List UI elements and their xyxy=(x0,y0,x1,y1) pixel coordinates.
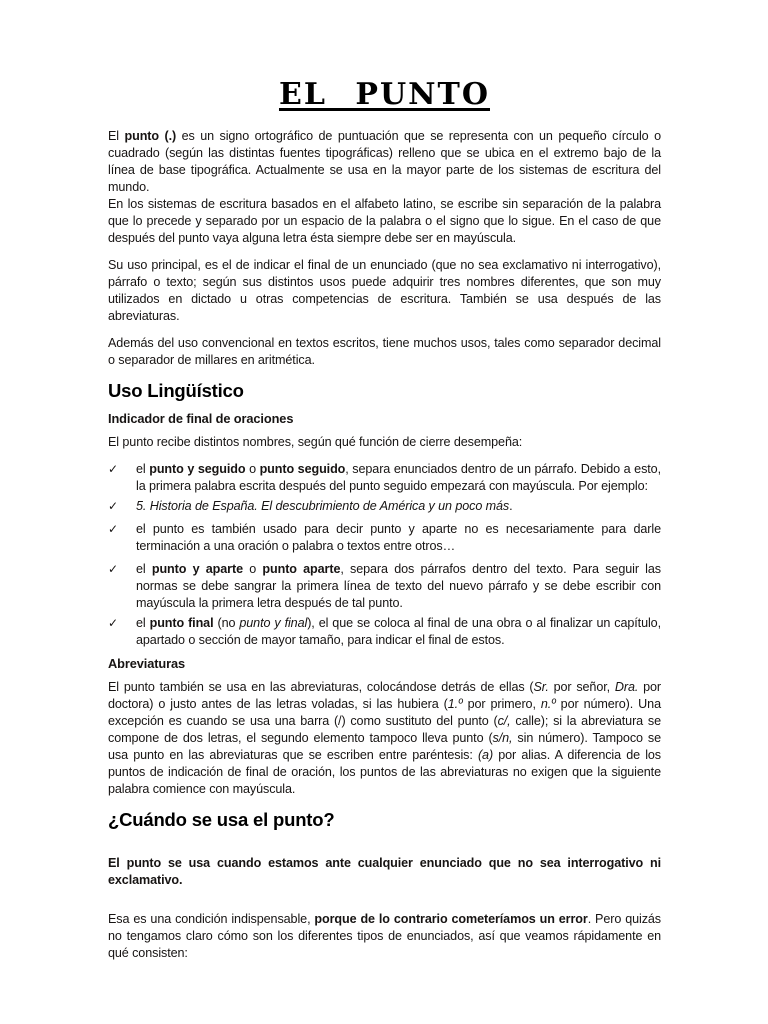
text-run: c/, xyxy=(497,714,511,728)
text-run: es un signo ortográfico de puntuación que se representa con un pequeño círculo o cuadrado (según las distintas fuentes tipográficas) relleno que se ubica en el extremo bajo de la línea de base tipográfica. Actualmente se usa en la mayor parte de los sistemas de escritura del mundo. xyxy=(108,129,661,194)
heading-uso-linguistico: Uso Lingüístico xyxy=(108,380,244,401)
text-run: Sr. xyxy=(533,680,549,694)
text-run: por alias. A diferencia de los puntos de indicación de final de oración, los puntos de las abreviaturas no exigen que la siguiente palabra comience con mayúscula. xyxy=(108,748,662,796)
list-item xyxy=(108,615,661,649)
list-item-text xyxy=(136,461,661,495)
text-run: s/n, xyxy=(492,731,513,745)
intro-paragraph-4 xyxy=(108,335,661,369)
subheading-indicador-final-oraciones: Indicador de final de oraciones xyxy=(108,411,294,426)
text-run: El xyxy=(108,129,125,143)
text-run: el xyxy=(136,562,152,576)
list-item-text xyxy=(136,498,661,515)
text-run: . Pero quizás no tengamos claro cómo son los diferentes tipos de enunciados, así que veamos rápidamente en qué consisten: xyxy=(108,912,662,960)
list-item xyxy=(108,561,661,612)
subheading-abreviaturas: Abreviaturas xyxy=(108,656,186,671)
text-run: el xyxy=(136,462,150,476)
list-item-text xyxy=(136,521,661,555)
text-run: punto (.) xyxy=(124,129,177,143)
text-run: por primero, xyxy=(462,697,541,711)
check-bullet-icon: ✓ xyxy=(108,562,118,576)
text-run: , separa dos párrafos dentro del texto. Para seguir las normas se debe sangrar la primera línea de texto del nuevo párrafo y se debe escribir con mayúscula la primera letra después de tal punto. xyxy=(136,562,661,610)
text-run: el punto es también usado para decir punto y aparte no es necesariamente para darle terminación a una oración o palabra o textos entre otros… xyxy=(136,522,661,553)
text-run: ), el que se coloca al final de una obra o al finalizar un capítulo, apartado o sección de mayor tamaño, para indicar el final de estos. xyxy=(136,616,661,647)
text-run: . xyxy=(509,499,513,513)
text-run: 1.º xyxy=(447,697,463,711)
list-item-text xyxy=(136,561,661,612)
heading-cuando-se-usa: ¿Cuándo se usa el punto? xyxy=(108,809,335,830)
cuando-paragraph-1 xyxy=(108,855,661,889)
text-run: por número). Una excepción es cuando se usa una barra (/) como sustituto del punto ( xyxy=(108,697,661,728)
text-run: En los sistemas de escritura basados en el alfabeto latino, se escribe sin separación de la palabra que lo precede y separado por un espacio de la palabra o el signo que lo sigue. En el caso de que después del punto vaya alguna letra ésta siempre debe ser en mayúscula. xyxy=(108,197,661,245)
text-run: (no xyxy=(213,616,240,630)
text-run: punto y aparte xyxy=(151,562,243,576)
text-run: por doctora) o justo antes de las letras voladas, si las hubiera ( xyxy=(108,680,661,711)
text-run: calle); si la abreviatura se compone de dos letras, el segundo elemento tampoco lleva punto ( xyxy=(108,714,661,745)
text-run: El punto recibe distintos nombres, según qué función de cierre desempeña: xyxy=(108,435,523,449)
check-bullet-icon: ✓ xyxy=(108,616,118,630)
intro-paragraph-1 xyxy=(108,128,661,196)
text-run: (a) xyxy=(477,748,494,762)
list-item xyxy=(108,498,661,515)
check-bullet-icon: ✓ xyxy=(108,499,118,513)
text-run: Además del uso convencional en textos escritos, tiene muchos usos, tales como separador decimal o separador de millares en aritmética. xyxy=(108,336,661,367)
cuando-paragraph-2 xyxy=(108,911,661,962)
text-run: o xyxy=(245,462,260,476)
intro-paragraph-2 xyxy=(108,196,661,247)
text-run: , separa enunciados dentro de un párrafo. Debido a esto, la primera palabra escrita después del punto seguido empezará con mayúscula. Por ejemplo: xyxy=(136,462,661,493)
list-item xyxy=(108,521,661,555)
text-run: por señor, xyxy=(548,680,615,694)
text-run: punto aparte xyxy=(262,562,341,576)
text-run: punto final xyxy=(149,616,214,630)
list-item xyxy=(108,461,661,495)
list-item-text xyxy=(136,615,661,649)
text-run: el xyxy=(136,616,150,630)
abreviaturas-paragraph xyxy=(108,679,661,798)
text-run: punto y seguido xyxy=(149,462,246,476)
text-run: n.º xyxy=(540,697,556,711)
text-run: 5. Historia de España. El descubrimiento de América y un poco más xyxy=(136,499,510,513)
text-run: punto y final xyxy=(239,616,308,630)
check-bullet-icon: ✓ xyxy=(108,522,118,536)
check-bullet-icon: ✓ xyxy=(108,462,118,476)
text-run: sin número). Tampoco se usa punto en las abreviaturas que se escriben entre paréntesis: xyxy=(108,731,661,762)
text-run: o xyxy=(242,562,263,576)
text-run: porque de lo contrario cometeríamos un error xyxy=(314,912,588,926)
text-run: Su uso principal, es el de indicar el final de un enunciado (que no sea exclamativo ni interrogativo), párrafo o texto; según sus distintos usos puede adquirir tres nombres diferentes, que son muy utilizados en dictado u otras competencias de escritura. También se usa después de las abreviaturas. xyxy=(108,258,661,323)
document-title: EL PUNTO xyxy=(278,77,490,112)
text-run: punto seguido xyxy=(259,462,346,476)
uso-lead-paragraph xyxy=(108,434,661,451)
text-run: Dra. xyxy=(614,680,639,694)
text-run: El punto se usa cuando estamos ante cualquier enunciado que no sea interrogativo ni exclamativo. xyxy=(108,856,661,887)
text-run: El punto también se usa en las abreviaturas, colocándose detrás de ellas ( xyxy=(108,680,534,694)
checklist xyxy=(108,461,661,649)
text-run: Esa es una condición indispensable, xyxy=(108,912,315,926)
intro-paragraph-3 xyxy=(108,257,661,325)
